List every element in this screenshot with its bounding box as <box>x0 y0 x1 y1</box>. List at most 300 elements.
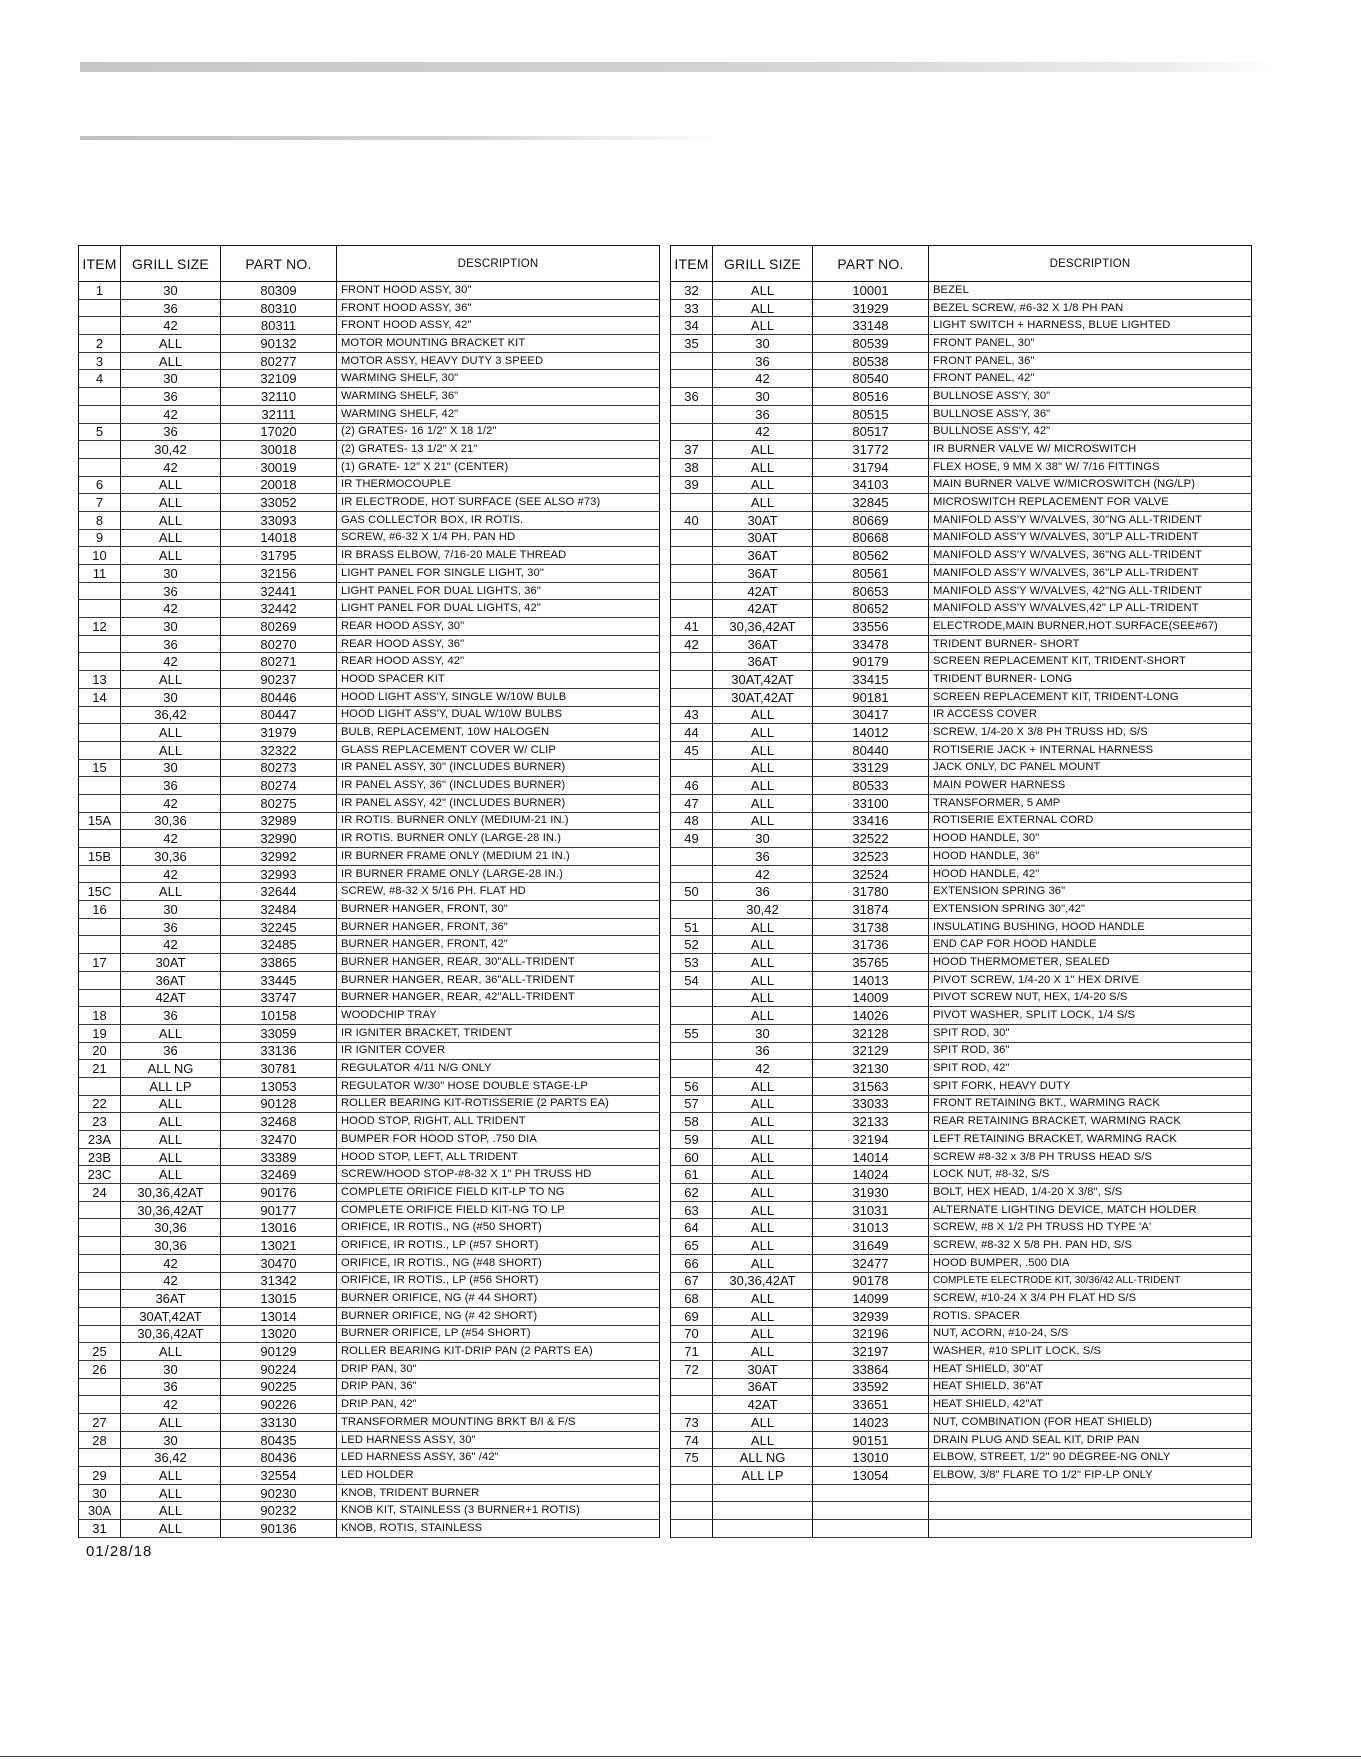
table-row <box>671 1484 1252 1502</box>
cell-description: ELBOW, STREET, 1/2" 90 DEGREE-NG ONLY <box>929 1449 1252 1467</box>
cell-grill-size: ALL <box>121 741 221 759</box>
cell-grill-size <box>713 1520 813 1538</box>
cell-part-no: 33592 <box>813 1378 929 1396</box>
cell-part-no: 32128 <box>813 1024 929 1042</box>
cell-item: 9 <box>79 529 121 547</box>
cell-grill-size: 42 <box>121 405 221 423</box>
cell-description: IR THERMOCOUPLE <box>337 476 660 494</box>
cell-item <box>79 1307 121 1325</box>
cell-description: WASHER, #10 SPLIT LOCK, S/S <box>929 1343 1252 1361</box>
cell-part-no: 31795 <box>221 547 337 565</box>
cell-description: IR BRASS ELBOW, 7/16-20 MALE THREAD <box>337 547 660 565</box>
cell-item: 24 <box>79 1184 121 1202</box>
cell-item <box>671 565 713 583</box>
cell-part-no: 32111 <box>221 405 337 423</box>
cell-grill-size: 30,36 <box>121 812 221 830</box>
table-row <box>79 423 660 441</box>
cell-grill-size: ALL <box>713 299 813 317</box>
cell-item: 32 <box>671 282 713 300</box>
cell-grill-size: 42AT <box>713 600 813 618</box>
cell-item <box>671 901 713 919</box>
table-row <box>671 848 1252 866</box>
cell-part-no: 33093 <box>221 511 337 529</box>
cell-description: IR BURNER FRAME ONLY (MEDIUM 21 IN.) <box>337 848 660 866</box>
cell-item: 12 <box>79 618 121 636</box>
cell-part-no: 33415 <box>813 671 929 689</box>
cell-item: 44 <box>671 724 713 742</box>
cell-description: IR PANEL ASSY, 30" (INCLUDES BURNER) <box>337 759 660 777</box>
cell-part-no: 32196 <box>813 1325 929 1343</box>
cell-part-no: 80447 <box>221 706 337 724</box>
cell-item: 61 <box>671 1166 713 1184</box>
cell-description: SCREEN REPLACEMENT KIT, TRIDENT-SHORT <box>929 653 1252 671</box>
cell-grill-size: ALL <box>713 1307 813 1325</box>
parts-table-left-body <box>79 282 660 1538</box>
cell-grill-size: 30AT <box>713 1360 813 1378</box>
cell-item <box>79 1325 121 1343</box>
cell-item: 15B <box>79 848 121 866</box>
cell-part-no: 13010 <box>813 1449 929 1467</box>
table-row <box>79 1201 660 1219</box>
cell-description: MOTOR ASSY, HEAVY DUTY 3 SPEED <box>337 352 660 370</box>
cell-part-no: 32197 <box>813 1343 929 1361</box>
cell-grill-size: ALL <box>713 458 813 476</box>
cell-grill-size: ALL NG <box>121 1060 221 1078</box>
cell-part-no: 90178 <box>813 1272 929 1290</box>
cell-part-no: 80274 <box>221 777 337 795</box>
cell-part-no: 90136 <box>221 1520 337 1538</box>
cell-part-no: 80273 <box>221 759 337 777</box>
cell-part-no: 90179 <box>813 653 929 671</box>
cell-grill-size: 36,42 <box>121 1449 221 1467</box>
cell-grill-size: 36AT <box>713 547 813 565</box>
cell-description: BURNER ORIFICE, NG (# 42 SHORT) <box>337 1307 660 1325</box>
cell-description: COMPLETE ELECTRODE KIT, 30/36/42 ALL-TRIDENT <box>929 1272 1252 1290</box>
cell-grill-size: 36 <box>121 1378 221 1396</box>
cell-item <box>79 635 121 653</box>
cell-item: 27 <box>79 1414 121 1432</box>
cell-part-no <box>813 1502 929 1520</box>
cell-item: 3 <box>79 352 121 370</box>
cell-part-no: 17020 <box>221 423 337 441</box>
table-row <box>79 1360 660 1378</box>
cell-description: ROTISERIE EXTERNAL CORD <box>929 812 1252 830</box>
cell-item <box>671 759 713 777</box>
cell-grill-size: 30 <box>121 1431 221 1449</box>
table-row <box>79 989 660 1007</box>
cell-part-no: 31780 <box>813 883 929 901</box>
cell-item: 65 <box>671 1237 713 1255</box>
cell-grill-size: ALL <box>713 1184 813 1202</box>
cell-description: (2) GRATES- 16 1/2" X 18 1/2" <box>337 423 660 441</box>
cell-grill-size: 30 <box>713 1024 813 1042</box>
table-header-row <box>79 246 660 282</box>
cell-description: FRONT HOOD ASSY, 36" <box>337 299 660 317</box>
cell-grill-size: ALL <box>121 1148 221 1166</box>
cell-description: REAR HOOD ASSY, 30" <box>337 618 660 636</box>
cell-description: FRONT HOOD ASSY, 42" <box>337 317 660 335</box>
cell-item <box>79 388 121 406</box>
table-row <box>671 901 1252 919</box>
cell-grill-size: ALL <box>121 1467 221 1485</box>
cell-grill-size: ALL <box>713 317 813 335</box>
cell-description: COMPLETE ORIFICE FIELD KIT-LP TO NG <box>337 1184 660 1202</box>
cell-item <box>671 1396 713 1414</box>
table-row <box>79 335 660 353</box>
cell-description: TRIDENT BURNER- LONG <box>929 671 1252 689</box>
cell-part-no: 32845 <box>813 494 929 512</box>
header-description: DESCRIPTION <box>929 246 1252 282</box>
cell-part-no: 13016 <box>221 1219 337 1237</box>
header-grill-size: GRILL SIZE <box>121 246 221 282</box>
cell-item: 39 <box>671 476 713 494</box>
cell-grill-size: 42AT <box>121 989 221 1007</box>
cell-grill-size: 30 <box>713 388 813 406</box>
cell-part-no: 32523 <box>813 848 929 866</box>
table-row <box>671 971 1252 989</box>
cell-item: 7 <box>79 494 121 512</box>
cell-description: LED HARNESS ASSY, 36" /42" <box>337 1449 660 1467</box>
cell-grill-size: 42 <box>121 317 221 335</box>
cell-grill-size: ALL <box>121 1502 221 1520</box>
cell-grill-size: 36 <box>713 1042 813 1060</box>
cell-part-no: 80653 <box>813 582 929 600</box>
table-row <box>671 671 1252 689</box>
table-row <box>671 1024 1252 1042</box>
cell-item: 67 <box>671 1272 713 1290</box>
cell-grill-size: 42 <box>121 600 221 618</box>
table-row <box>79 759 660 777</box>
table-row <box>671 706 1252 724</box>
table-row <box>79 848 660 866</box>
cell-item <box>79 724 121 742</box>
cell-part-no: 32484 <box>221 901 337 919</box>
cell-grill-size: 42 <box>121 936 221 954</box>
cell-item: 17 <box>79 954 121 972</box>
cell-item <box>79 1396 121 1414</box>
cell-item <box>671 582 713 600</box>
cell-item <box>671 1484 713 1502</box>
cell-description: BURNER HANGER, REAR, 30"ALL-TRIDENT <box>337 954 660 972</box>
table-row <box>79 1095 660 1113</box>
table-row <box>79 1148 660 1166</box>
parts-table-left <box>78 245 660 1538</box>
cell-part-no: 80309 <box>221 282 337 300</box>
table-row <box>79 1396 660 1414</box>
cell-item: 2 <box>79 335 121 353</box>
cell-item: 51 <box>671 918 713 936</box>
table-row <box>671 918 1252 936</box>
cell-description: KNOB, TRIDENT BURNER <box>337 1484 660 1502</box>
cell-part-no: 32129 <box>813 1042 929 1060</box>
cell-part-no: 33148 <box>813 317 929 335</box>
cell-description: GLASS REPLACEMENT COVER W/ CLIP <box>337 741 660 759</box>
cell-description: MAIN POWER HARNESS <box>929 777 1252 795</box>
table-row <box>671 1007 1252 1025</box>
cell-grill-size: 30 <box>121 370 221 388</box>
cell-description: (2) GRATES- 13 1/2" X 21" <box>337 441 660 459</box>
cell-part-no: 90181 <box>813 688 929 706</box>
cell-part-no: 33059 <box>221 1024 337 1042</box>
table-row <box>671 1431 1252 1449</box>
header-underline <box>80 136 720 140</box>
cell-grill-size: 30,36,42AT <box>121 1325 221 1343</box>
table-row <box>79 494 660 512</box>
table-row <box>79 1343 660 1361</box>
cell-grill-size <box>713 1502 813 1520</box>
cell-grill-size <box>713 1484 813 1502</box>
cell-part-no: 31563 <box>813 1077 929 1095</box>
cell-description: ROLLER BEARING KIT-ROTISSERIE (2 PARTS EA) <box>337 1095 660 1113</box>
cell-item <box>671 653 713 671</box>
cell-description: ROLLER BEARING KIT-DRIP PAN (2 PARTS EA) <box>337 1343 660 1361</box>
cell-grill-size: 30AT <box>121 954 221 972</box>
cell-part-no: 30781 <box>221 1060 337 1078</box>
cell-grill-size: ALL <box>713 1414 813 1432</box>
cell-grill-size: ALL <box>713 1148 813 1166</box>
cell-grill-size: 30 <box>121 901 221 919</box>
cell-part-no: 13014 <box>221 1307 337 1325</box>
cell-part-no: 90226 <box>221 1396 337 1414</box>
table-row <box>671 511 1252 529</box>
cell-grill-size: 30AT <box>713 511 813 529</box>
cell-part-no: 13015 <box>221 1290 337 1308</box>
cell-item <box>79 582 121 600</box>
cell-item: 36 <box>671 388 713 406</box>
cell-item: 23B <box>79 1148 121 1166</box>
cell-part-no: 32990 <box>221 830 337 848</box>
cell-description <box>929 1520 1252 1538</box>
cell-grill-size: ALL <box>713 1290 813 1308</box>
cell-grill-size: ALL <box>713 741 813 759</box>
cell-item: 28 <box>79 1431 121 1449</box>
cell-part-no: 32469 <box>221 1166 337 1184</box>
cell-grill-size: ALL <box>713 759 813 777</box>
cell-grill-size: ALL <box>121 883 221 901</box>
cell-grill-size: 42 <box>121 865 221 883</box>
cell-grill-size: 36AT <box>713 653 813 671</box>
table-row <box>671 423 1252 441</box>
cell-item: 62 <box>671 1184 713 1202</box>
cell-item <box>671 1467 713 1485</box>
cell-part-no: 90224 <box>221 1360 337 1378</box>
table-row <box>671 618 1252 636</box>
cell-grill-size: ALL <box>121 1131 221 1149</box>
table-row <box>79 299 660 317</box>
cell-part-no: 33478 <box>813 635 929 653</box>
cell-description: LED HARNESS ASSY, 30" <box>337 1431 660 1449</box>
cell-part-no: 80562 <box>813 547 929 565</box>
cell-part-no: 80271 <box>221 653 337 671</box>
table-row <box>671 1166 1252 1184</box>
cell-description: IR PANEL ASSY, 36" (INCLUDES BURNER) <box>337 777 660 795</box>
cell-item <box>79 741 121 759</box>
cell-part-no: 80515 <box>813 405 929 423</box>
cell-description: MANIFOLD ASS'Y W/VALVES,42" LP ALL-TRIDENT <box>929 600 1252 618</box>
table-row <box>671 1467 1252 1485</box>
table-row <box>671 1095 1252 1113</box>
cell-item <box>671 529 713 547</box>
cell-item <box>671 547 713 565</box>
cell-grill-size: 42 <box>713 1060 813 1078</box>
cell-grill-size: 42 <box>121 1396 221 1414</box>
cell-description: IR ELECTRODE, HOT SURFACE (SEE ALSO #73) <box>337 494 660 512</box>
cell-part-no: 32989 <box>221 812 337 830</box>
cell-description: ORIFICE, IR ROTIS., LP (#56 SHORT) <box>337 1272 660 1290</box>
cell-part-no: 80277 <box>221 352 337 370</box>
table-row <box>671 1272 1252 1290</box>
cell-item <box>671 688 713 706</box>
table-row <box>79 600 660 618</box>
cell-grill-size: 42 <box>713 865 813 883</box>
cell-part-no: 31794 <box>813 458 929 476</box>
table-row <box>671 830 1252 848</box>
cell-part-no: 32194 <box>813 1131 929 1149</box>
cell-part-no: 20018 <box>221 476 337 494</box>
cell-part-no: 33747 <box>221 989 337 1007</box>
cell-description: BEZEL <box>929 282 1252 300</box>
cell-item <box>79 1201 121 1219</box>
cell-item: 55 <box>671 1024 713 1042</box>
cell-part-no: 13053 <box>221 1077 337 1095</box>
cell-part-no: 80275 <box>221 794 337 812</box>
cell-part-no: 90230 <box>221 1484 337 1502</box>
cell-description: BULLNOSE ASS'Y, 36" <box>929 405 1252 423</box>
table-row <box>671 954 1252 972</box>
cell-grill-size: ALL NG <box>713 1449 813 1467</box>
table-row <box>79 1272 660 1290</box>
table-row <box>79 282 660 300</box>
cell-item <box>79 777 121 795</box>
cell-description: WARMING SHELF, 42" <box>337 405 660 423</box>
cell-item <box>671 1520 713 1538</box>
cell-description: HOOD LIGHT ASS'Y, DUAL W/10W BULBS <box>337 706 660 724</box>
cell-grill-size: ALL <box>713 476 813 494</box>
cell-item <box>79 600 121 618</box>
cell-grill-size: ALL <box>713 1166 813 1184</box>
cell-description: HOOD BUMPER, .500 DIA <box>929 1254 1252 1272</box>
cell-grill-size: 36 <box>121 918 221 936</box>
table-row <box>671 794 1252 812</box>
cell-item <box>671 370 713 388</box>
cell-item: 42 <box>671 635 713 653</box>
cell-description: ALTERNATE LIGHTING DEVICE, MATCH HOLDER <box>929 1201 1252 1219</box>
cell-item: 46 <box>671 777 713 795</box>
cell-item <box>79 989 121 1007</box>
cell-grill-size: ALL <box>713 954 813 972</box>
cell-item <box>79 653 121 671</box>
cell-grill-size: 30 <box>121 618 221 636</box>
cell-item <box>671 1007 713 1025</box>
cell-grill-size: 36AT <box>713 565 813 583</box>
cell-item: 70 <box>671 1325 713 1343</box>
cell-grill-size: 30 <box>121 759 221 777</box>
table-row <box>671 1254 1252 1272</box>
table-row <box>671 370 1252 388</box>
cell-description: HOOD HANDLE, 42" <box>929 865 1252 883</box>
cell-description: FRONT RETAINING BKT., WARMING RACK <box>929 1095 1252 1113</box>
table-row <box>79 724 660 742</box>
table-row <box>79 1520 660 1538</box>
table-row <box>79 1131 660 1149</box>
table-row <box>671 1343 1252 1361</box>
table-row <box>79 1307 660 1325</box>
cell-part-no: 80516 <box>813 388 929 406</box>
cell-item: 75 <box>671 1449 713 1467</box>
page-bottom-rule <box>0 1756 1361 1757</box>
cell-item <box>79 1254 121 1272</box>
cell-item: 5 <box>79 423 121 441</box>
cell-item <box>671 494 713 512</box>
cell-grill-size: 30,36 <box>121 1219 221 1237</box>
cell-item <box>79 405 121 423</box>
cell-description: SCREW/HOOD STOP-#8-32 X 1" PH TRUSS HD <box>337 1166 660 1184</box>
cell-description: TRANSFORMER, 5 AMP <box>929 794 1252 812</box>
table-row <box>79 618 660 636</box>
cell-grill-size: 30AT <box>713 529 813 547</box>
cell-grill-size: 36 <box>713 405 813 423</box>
cell-description: SCREW, 1/4-20 X 3/8 PH TRUSS HD, S/S <box>929 724 1252 742</box>
cell-part-no: 33865 <box>221 954 337 972</box>
table-row <box>671 1148 1252 1166</box>
cell-part-no: 32468 <box>221 1113 337 1131</box>
table-row <box>79 1414 660 1432</box>
cell-grill-size: ALL <box>713 777 813 795</box>
cell-item: 22 <box>79 1095 121 1113</box>
cell-part-no: 14024 <box>813 1166 929 1184</box>
cell-description: IR ROTIS. BURNER ONLY (MEDIUM-21 IN.) <box>337 812 660 830</box>
cell-description: LOCK NUT, #8-32, S/S <box>929 1166 1252 1184</box>
cell-grill-size: ALL <box>121 1520 221 1538</box>
cell-description: IR IGNITER BRACKET, TRIDENT <box>337 1024 660 1042</box>
cell-description: HOOD HANDLE, 30" <box>929 830 1252 848</box>
cell-description: LIGHT PANEL FOR DUAL LIGHTS, 42" <box>337 600 660 618</box>
cell-grill-size: 42 <box>121 458 221 476</box>
cell-grill-size: 30,42 <box>121 441 221 459</box>
cell-item: 53 <box>671 954 713 972</box>
cell-description: GAS COLLECTOR BOX, IR ROTIS. <box>337 511 660 529</box>
cell-part-no: 32441 <box>221 582 337 600</box>
cell-description: SPIT ROD, 36" <box>929 1042 1252 1060</box>
table-row <box>79 1502 660 1520</box>
cell-description <box>929 1484 1252 1502</box>
table-row <box>671 865 1252 883</box>
cell-item <box>79 441 121 459</box>
cell-part-no: 80539 <box>813 335 929 353</box>
cell-description: EXTENSION SPRING 36" <box>929 883 1252 901</box>
table-row <box>79 794 660 812</box>
cell-grill-size: 30,36 <box>121 1237 221 1255</box>
cell-grill-size: 36 <box>713 848 813 866</box>
cell-part-no: 80538 <box>813 352 929 370</box>
table-header-row <box>671 246 1252 282</box>
cell-grill-size: 36 <box>121 423 221 441</box>
table-row <box>671 936 1252 954</box>
cell-part-no: 33445 <box>221 971 337 989</box>
table-row <box>671 1237 1252 1255</box>
cell-grill-size: 30AT,42AT <box>713 688 813 706</box>
cell-part-no: 80669 <box>813 511 929 529</box>
table-row <box>671 989 1252 1007</box>
cell-description: WARMING SHELF, 30" <box>337 370 660 388</box>
cell-grill-size: 36 <box>121 777 221 795</box>
cell-description: NUT, COMBINATION (FOR HEAT SHIELD) <box>929 1414 1252 1432</box>
cell-description: PIVOT WASHER, SPLIT LOCK, 1/4 S/S <box>929 1007 1252 1025</box>
cell-description: BURNER HANGER, REAR, 42"ALL-TRIDENT <box>337 989 660 1007</box>
cell-description: HOOD LIGHT ASS'Y, SINGLE W/10W BULB <box>337 688 660 706</box>
cell-description: FRONT PANEL, 42" <box>929 370 1252 388</box>
cell-item: 40 <box>671 511 713 529</box>
